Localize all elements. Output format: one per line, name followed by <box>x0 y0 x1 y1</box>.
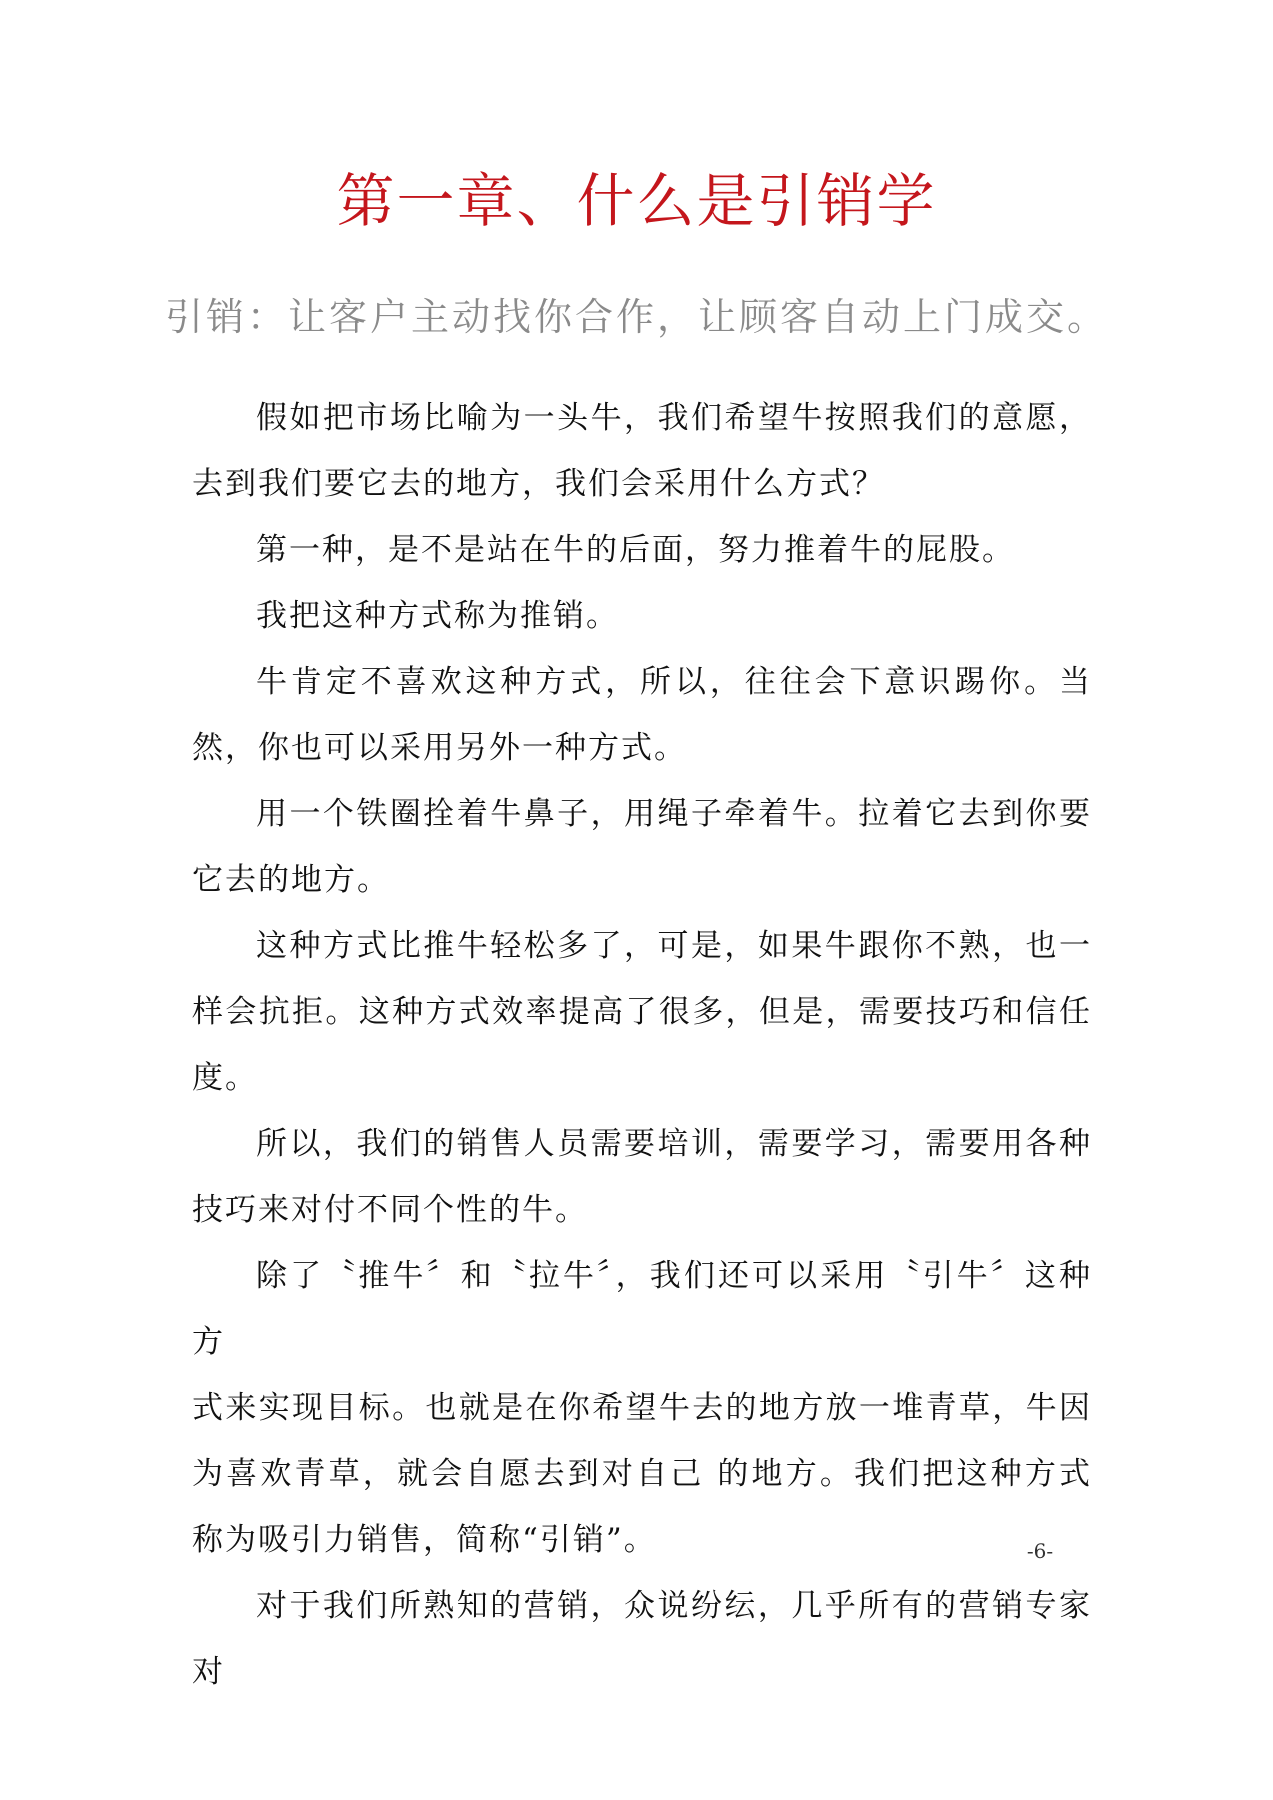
paragraph: 式来实现目标。也就是在你希望牛去的地方放一堆青草，牛因为喜欢青草，就会自愿去到对自己 的地方。我们把这种方式称为吸引力销售，简称“引销”。 <box>192 1390 1092 1558</box>
chapter-title: 第一章、什么是引销学 <box>336 167 937 235</box>
paragraph: 用一个铁圈拴着牛鼻子，用绳子牵着牛。拉着它去到你要它去的地方。 <box>192 796 1092 898</box>
paragraph: 对于我们所熟知的营销，众说纷纭，几乎所有的营销专家对 <box>192 1588 1092 1690</box>
chapter-subtitle: 引销：让客户主动找你合作，让顾客自动上门成交。 <box>164 295 1108 339</box>
body-text <box>192 385 1092 1705</box>
paragraph: 第一种，是不是站在牛的后面，努力推着牛的屁股。 <box>256 532 1015 568</box>
paragraph: 所以，我们的销售人员需要培训，需要学习，需要用各种技巧来对付不同个性的牛。 <box>192 1126 1092 1228</box>
paragraph: 除了〝推牛〞和〝拉牛〞，我们还可以采用〝引牛〞这种方 <box>192 1258 1092 1360</box>
paragraph: 假如把市场比喻为一头牛，我们希望牛按照我们的意愿，去到我们要它去的地方，我们会采用什么方式？ <box>192 400 1092 502</box>
paragraph: 我把这种方式称为推销。 <box>256 598 619 634</box>
paragraph: 牛肯定不喜欢这种方式，所以，往往会下意识踢你。当然，你也可以采用另外一种方式。 <box>192 664 1092 766</box>
page-number: -6- <box>1026 1539 1054 1563</box>
paragraph: 这种方式比推牛轻松多了，可是，如果牛跟你不熟，也一样会抗拒。这种方式效率提高了很多，但是，需要技巧和信任度。 <box>192 928 1092 1096</box>
